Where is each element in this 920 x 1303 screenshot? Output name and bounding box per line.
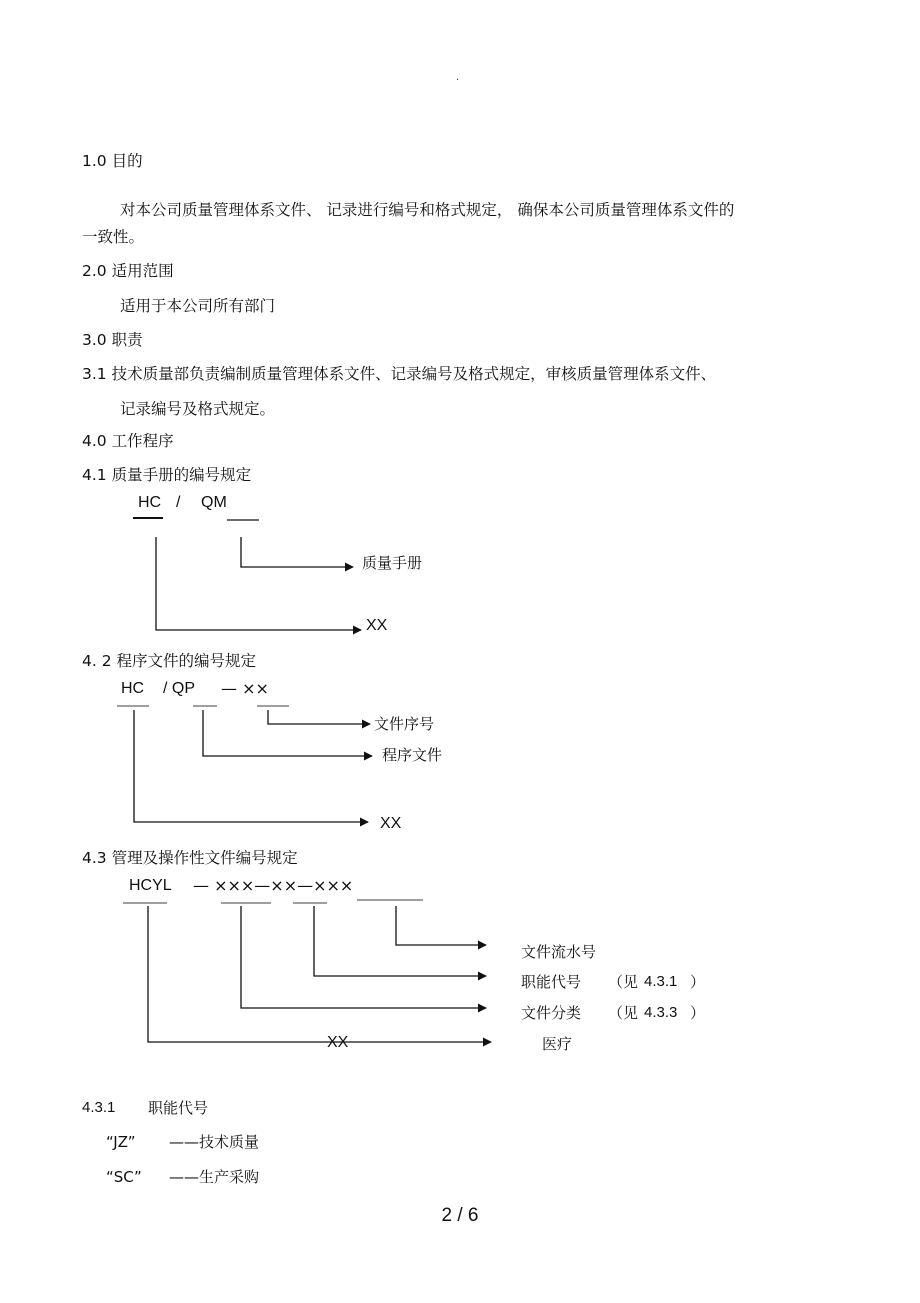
section-3-text-line2: 记录编号及格式规定。 bbox=[120, 400, 276, 418]
diagram2-heading: 4. 2 程序文件的编号规定 bbox=[82, 652, 257, 670]
diagram3-heading: 4.3 管理及操作性文件编号规定 bbox=[82, 849, 298, 867]
diagram2-code-xx: — ×× bbox=[221, 679, 269, 698]
diagram3-code-rest: — ×××—××—××× bbox=[193, 876, 354, 895]
diagram3-code-hcyl: HCYL bbox=[129, 877, 172, 894]
diagram3-func-ref: 4.3.1 bbox=[644, 973, 678, 990]
diagram3-label-func: 职能代号 bbox=[521, 973, 582, 991]
d3-arrow-cat bbox=[241, 906, 486, 1008]
diagram2-label-seq: 文件序号 bbox=[374, 715, 435, 733]
diagram3-label-cat: 文件分类 bbox=[521, 1004, 582, 1022]
diagram1-code-hc: HC bbox=[138, 494, 162, 511]
header-mark: . bbox=[456, 72, 460, 83]
d3-arrow-serial bbox=[396, 906, 486, 945]
diagram3-cat-ref: 4.3.3 bbox=[644, 1004, 678, 1021]
section-2-heading: 2.0 适用范围 bbox=[82, 262, 174, 280]
diagram2-code-hc: HC bbox=[121, 680, 145, 697]
section-4-heading: 4.0 工作程序 bbox=[82, 432, 174, 450]
d1-arrow-manual bbox=[241, 537, 353, 567]
diagram2-label-xx: XX bbox=[380, 815, 402, 832]
diagram1-label-xx: XX bbox=[366, 617, 388, 634]
s431-title: 职能代号 bbox=[148, 1099, 209, 1117]
diagram1-label-manual: 质量手册 bbox=[362, 554, 423, 572]
diagram3-label-serial: 文件流水号 bbox=[521, 943, 597, 961]
diagram1-code-qm: QM bbox=[201, 494, 227, 511]
s431-item-code: “JZ” bbox=[106, 1133, 136, 1151]
d2-arrow-proc bbox=[203, 710, 372, 756]
diagram3-cat-ref-pre: （见 bbox=[608, 1004, 639, 1022]
diagram2-label-proc: 程序文件 bbox=[382, 746, 443, 764]
section-3-heading: 3.0 职责 bbox=[82, 331, 143, 349]
diagram3-label-xx: XX bbox=[327, 1034, 349, 1051]
d2-arrow-xx bbox=[134, 710, 368, 822]
diagram1-heading: 4.1 质量手册的编号规定 bbox=[82, 466, 252, 484]
d1-arrow-xx bbox=[156, 537, 361, 630]
s431-number: 4.3.1 bbox=[82, 1099, 116, 1116]
section-1-heading: 1.0 目的 bbox=[82, 152, 143, 170]
d3-arrow-med bbox=[148, 906, 491, 1042]
page-number: 2 / 6 bbox=[441, 1205, 479, 1226]
section-2-text: 适用于本公司所有部门 bbox=[120, 297, 276, 315]
diagram3-cat-ref-post: ） bbox=[690, 1004, 706, 1022]
s431-item-desc: ——技术质量 bbox=[169, 1133, 260, 1151]
section-3-text-line1: 3.1 技术质量部负责编制质量管理体系文件、记录编号及格式规定，审核质量管理体系文件、 bbox=[82, 365, 717, 383]
d2-arrow-seq bbox=[268, 710, 370, 724]
diagram3-func-ref-pre: （见 bbox=[608, 973, 639, 991]
s431-item-desc: ——生产采购 bbox=[169, 1168, 260, 1186]
section-1-text-line2: 一致性。 bbox=[82, 228, 145, 246]
diagram1-code-sep: / bbox=[176, 494, 181, 511]
diagram2-code-qp: / QP bbox=[163, 680, 196, 697]
d3-arrow-func bbox=[314, 906, 486, 976]
section-1-text-line1: 对本公司质量管理体系文件、 记录进行编号和格式规定， 确保本公司质量管理体系文件的 bbox=[120, 201, 735, 219]
diagram3-label-med: 医疗 bbox=[542, 1035, 573, 1053]
s431-item-code: “SC” bbox=[106, 1168, 142, 1186]
diagram3-func-ref-post: ） bbox=[690, 973, 706, 991]
